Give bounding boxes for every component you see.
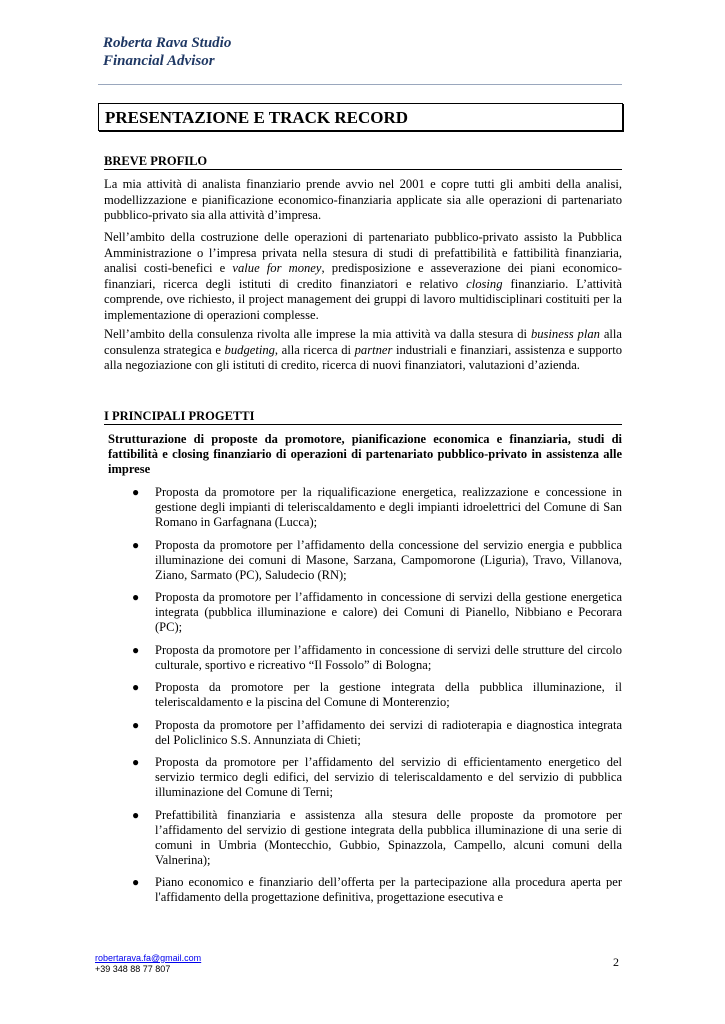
list-item: ● Proposta da promotore per l’affidamento in concessione di servizi della gestione energetica integrata (pubblica illuminazione e calore) dei Comuni di Pianello, Nibbiano e Pecorara (PC); [132, 590, 622, 634]
profile-paragraph-1: La mia attività di analista finanziario prende avvio nel 2001 e copre tutti gli ambiti della analisi, modellizzazione e pianificazione economico-finanziaria applicate sia alle operazioni di partenariato pubblico-privato sia alla attività d’impresa. [104, 177, 622, 222]
footer-email-link[interactable]: robertarava.fa@gmail.com [95, 953, 202, 963]
letterhead [103, 34, 231, 70]
bullet-icon: ● [132, 537, 140, 552]
studio-role: Financial Advisor [103, 53, 215, 69]
header-divider [98, 84, 622, 85]
bullet-icon: ● [132, 875, 140, 889]
bullet-icon: ● [132, 755, 140, 769]
profile-paragraph-2: Nell’ambito della costruzione delle operazioni di partenariato pubblico-privato assisto la Pubblica Amministrazione o l’impresa privata nella stesura di studi di prefattibilità e fattibilità finanziaria, analisi costi-benefici e value for money, predisposizione e asseverazione dei piani economico-finanziari, ricerca degli istituti di credito finanziatori e relativo closing finanziario. L’attività comprende, ove richiesto, il project management dei gruppi di lavoro multidisciplinari costituiti per la implementazione di operazioni complesse. [104, 230, 622, 322]
page-title: PRESENTAZIONE E TRACK RECORD [98, 103, 623, 131]
list-item: ● Prefattibilità finanziaria e assistenza alla stesura delle proposte da promotore per l’affidamento del servizio di gestione integrata della pubblica illuminazione di una serie di comuni in Umbria (Montecchio, Gubbio, Spinazzola, Campello, alcuni comuni della Valnerina); [132, 807, 622, 867]
bullet-icon: ● [132, 717, 140, 732]
bullet-icon: ● [132, 680, 140, 694]
bullet-icon: ● [132, 642, 140, 657]
list-item: ● Proposta da promotore per l’affidamento dei servizi di radioterapia e diagnostica integrata del Policlinico S.S. Annunziata di Chieti; [132, 717, 622, 747]
list-item: ● Piano economico e finanziario dell’offerta per la partecipazione alla procedura aperta per l'affidamento della progettazione definitiva, progettazione esecutiva e [132, 875, 622, 904]
bullet-icon: ● [132, 590, 140, 604]
list-item: ● Proposta da promotore per l’affidamento del servizio di efficientamento energetico del servizio termico degli edifici, del servizio di teleriscaldamento e del servizio di pubblica illuminazione del Comune di Terni; [132, 755, 622, 799]
list-item: ● Proposta da promotore per la gestione integrata della pubblica illuminazione, il teleriscaldamento e la piscina del Comune di Monterenzio; [132, 680, 622, 709]
section-heading-profile: BREVE PROFILO [104, 154, 622, 170]
footer-phone: +39 348 88 77 807 [95, 964, 171, 974]
list-item: ● Proposta da promotore per la riqualificazione energetica, realizzazione e concessione in gestione degli impianti di teleriscaldamento e degli impianti idroelettrici del Comune di San Romano in Garfagnana (Lucca); [132, 485, 622, 529]
bullet-icon: ● [132, 807, 140, 822]
projects-list [104, 485, 622, 913]
bullet-icon: ● [132, 485, 140, 499]
profile-paragraph-3: Nell’ambito della consulenza rivolta alle imprese la mia attività va dalla stesura di business plan alla consulenza strategica e budgeting, alla ricerca di partner industriali e finanziari, assistenza e supporto alla negoziazione con gli istituti di credito, ricerca di nuovi finanziatori, valutazioni d’azienda. [104, 327, 622, 372]
section-heading-projects: I PRINCIPALI PROGETTI [104, 409, 622, 425]
page-number: 2 [613, 955, 619, 969]
studio-name: Roberta Rava Studio [103, 35, 232, 51]
projects-subtitle: Strutturazione di proposte da promotore, pianificazione economica e finanziaria, studi di fattibilità e closing finanziario di operazioni di partenariato pubblico-privato in assistenza alle imprese [108, 432, 622, 476]
list-item: ● Proposta da promotore per l’affidamento della concessione del servizio energia e pubblica illuminazione dei comuni di Masone, Sarzana, Campomorone (Liguria), Travo, Villanova, Ziano, Sarmato (PC), Saludecio (RN); [132, 537, 622, 582]
list-item: ● Proposta da promotore per l’affidamento in concessione di servizi delle strutture del circolo culturale, sportivo e ricreativo “Il Fossolo” di Bologna; [132, 642, 622, 672]
